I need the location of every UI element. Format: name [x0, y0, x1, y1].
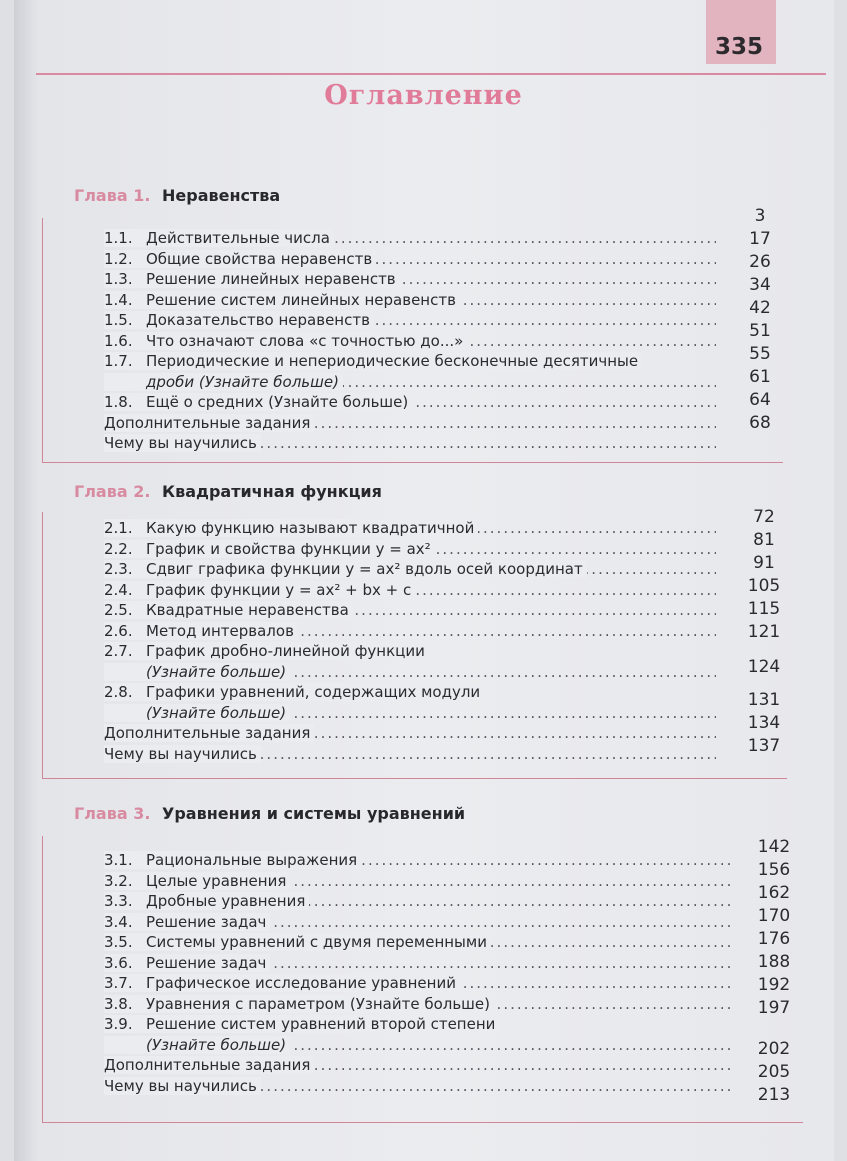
toc-entry[interactable]: 3.7. Графическое исследование уравнений ..... [104, 973, 732, 994]
page-ref: 197 [757, 998, 791, 1018]
page-ref: 202 [757, 1039, 791, 1059]
page-ref: 55 [749, 344, 771, 364]
chapter-3-pages [756, 836, 792, 1107]
toc-entry[interactable]: Чему вы научились ..... [104, 433, 716, 454]
toc-entry[interactable]: 1.1. Действительные числа ..... [104, 228, 716, 249]
page-ref: 137 [747, 736, 781, 756]
toc-entry[interactable]: 2.8. Графики уравнений, содержащих модули [104, 682, 716, 703]
page-ref: 156 [757, 860, 791, 880]
toc-entry-continuation[interactable]: дроби (Узнайте больше) ..... [104, 372, 716, 393]
chapter-label: Глава [74, 482, 128, 501]
chapter-1-pages [742, 205, 778, 435]
toc-entry[interactable]: 3.1. Рациональные выражения ..... [104, 850, 732, 871]
toc-entry[interactable]: 3.3. Дробные уравнения ..... [104, 891, 732, 912]
chapter-name: Уравнения и системы уравнений [162, 804, 466, 823]
page-ref: 131 [747, 690, 781, 710]
toc-entry[interactable]: 1.4. Решение систем линейных неравенств ..... [104, 290, 716, 311]
chapter-3-entries [104, 850, 732, 1096]
page-ref: 170 [757, 906, 791, 926]
page-ref: 64 [749, 390, 771, 410]
top-rule [36, 73, 826, 75]
toc-entry[interactable]: 2.2. График и свойства функции y = ax² ..... [104, 539, 716, 560]
toc-entry[interactable]: 1.5. Доказательство неравенств ..... [104, 310, 716, 331]
page-ref: 192 [757, 975, 791, 995]
chapter-number: 2. [133, 482, 151, 501]
toc-entry[interactable]: 3.6. Решение задач ..... [104, 953, 732, 974]
page-ref: 34 [749, 275, 771, 295]
toc-entry-continuation[interactable]: (Узнайте больше) ..... [104, 703, 716, 724]
toc-entry[interactable]: 1.8. Ещё о средних (Узнайте больше) ..... [104, 392, 716, 413]
page-ref: 61 [749, 367, 771, 387]
chapter-1-entries [104, 228, 716, 454]
page-ref: 124 [747, 657, 781, 677]
page-ref: 213 [757, 1085, 791, 1105]
chapter-2-entries [104, 518, 716, 764]
chapter-name: Неравенства [162, 186, 281, 205]
toc-entry[interactable]: 2.5. Квадратные неравенства ..... [104, 600, 716, 621]
page-ref: 105 [747, 576, 781, 596]
toc-entry[interactable]: Чему вы научились ..... [104, 744, 716, 765]
page-ref: 188 [757, 952, 791, 972]
toc-entry[interactable]: 1.3. Решение линейных неравенств ..... [104, 269, 716, 290]
chapter-label: Глава [74, 804, 128, 823]
chapter-3-title [74, 804, 465, 823]
toc-entry[interactable]: 3.5. Системы уравнений с двумя переменными ..... [104, 932, 732, 953]
chapter-label: Глава [74, 186, 128, 205]
chapter-number: 3. [133, 804, 151, 823]
page-ref: 142 [757, 837, 791, 857]
chapter-number: 1. [133, 186, 151, 205]
page-ref: 162 [757, 883, 791, 903]
toc-entry-continuation[interactable]: (Узнайте больше) ..... [104, 662, 716, 683]
toc-entry[interactable]: Дополнительные задания ..... [104, 413, 716, 434]
toc-entry[interactable]: 3.4. Решение задач ..... [104, 912, 732, 933]
page-ref: 42 [749, 298, 771, 318]
page-ref: 17 [749, 229, 771, 249]
toc-entry[interactable]: 3.9. Решение систем уравнений второй степени [104, 1014, 732, 1035]
page-ref: 176 [757, 929, 791, 949]
chapter-name: Квадратичная функция [162, 482, 382, 501]
chapter-1-title [74, 186, 280, 205]
toc-entry[interactable]: 1.2. Общие свойства неравенств ..... [104, 249, 716, 270]
page-ref: 26 [749, 252, 771, 272]
toc-entry[interactable]: 1.7. Периодические и непериодические бесконечные десятичные [104, 351, 716, 372]
page-ref: 205 [757, 1062, 791, 1082]
toc-entry[interactable]: 2.4. График функции y = ax² + bx + c ..... [104, 580, 716, 601]
page-ref: 81 [753, 530, 775, 550]
page-ref: 72 [753, 507, 775, 527]
page-ref: 91 [753, 553, 775, 573]
page-ref: 115 [747, 599, 781, 619]
toc-entry[interactable]: 2.3. Сдвиг графика функции y = ax² вдоль осей координат ..... [104, 559, 716, 580]
toc-entry[interactable]: Дополнительные задания ..... [104, 723, 716, 744]
page-ref: 121 [747, 622, 781, 642]
chapter-2-pages [746, 506, 782, 758]
toc-entry[interactable]: 2.1. Какую функцию называют квадратичной ..... [104, 518, 716, 539]
toc-entry[interactable]: 3.2. Целые уравнения ..... [104, 871, 732, 892]
toc-entry[interactable]: 1.6. Что означают слова «с точностью до...» ..... [104, 331, 716, 352]
page-ref: 3 [754, 206, 766, 226]
page-ref: 68 [749, 413, 771, 433]
page-number: 335 [714, 34, 763, 60]
toc-entry[interactable]: 2.6. Метод интервалов ..... [104, 621, 716, 642]
page-title: Оглавление [324, 80, 523, 111]
toc-entry[interactable]: 3.8. Уравнения с параметром (Узнайте больше) ..... [104, 994, 732, 1015]
page-ref: 51 [749, 321, 771, 341]
toc-entry[interactable]: Дополнительные задания ..... [104, 1055, 732, 1076]
page-ref: 134 [747, 713, 781, 733]
toc-entry[interactable]: Чему вы научились ..... [104, 1076, 732, 1097]
chapter-2-title [74, 482, 382, 501]
toc-entry-continuation[interactable]: (Узнайте больше) ..... [104, 1035, 732, 1056]
toc-entry[interactable]: 2.7. График дробно-линейной функции [104, 641, 716, 662]
